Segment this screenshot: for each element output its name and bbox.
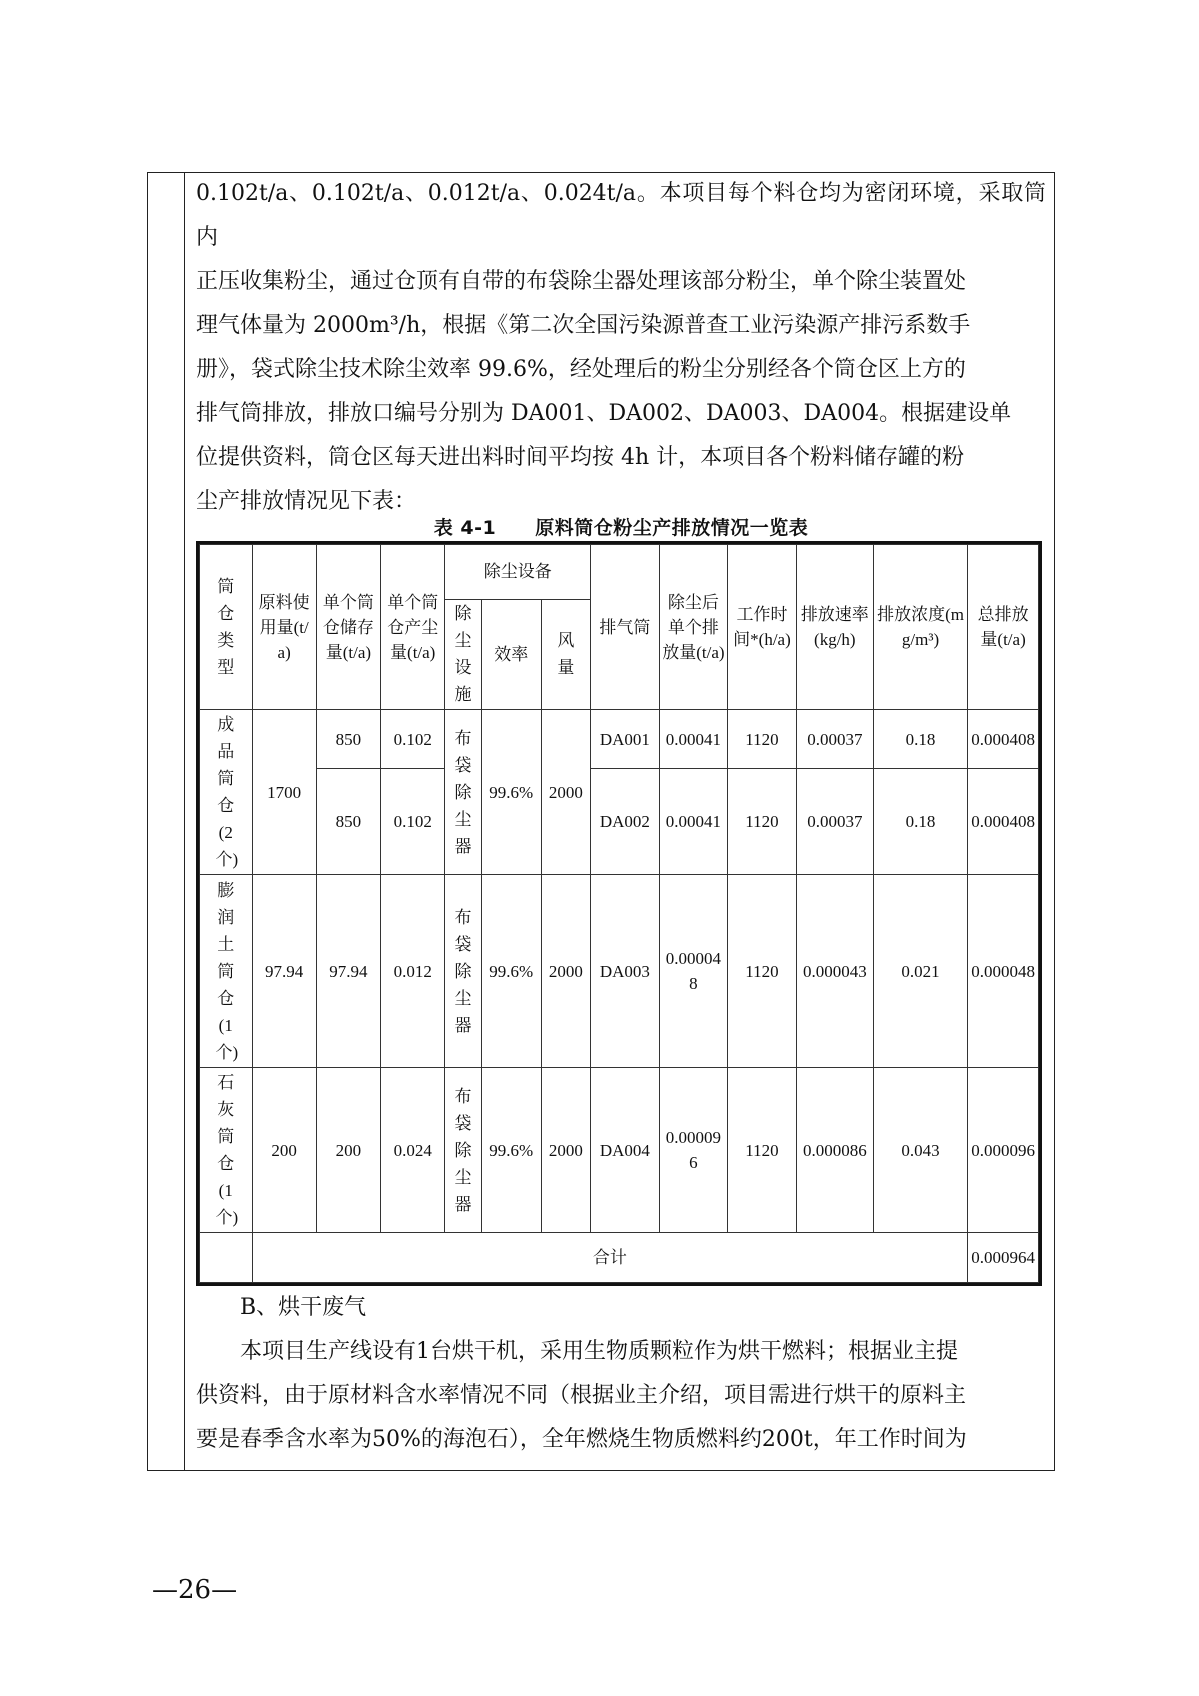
cell-emission-conc: 0.18 — [873, 710, 967, 769]
table-row — [200, 768, 1039, 875]
text-line: 正压收集粉尘，通过仓顶有自带的布袋除尘器处理该部分粉尘，单个除尘装置处 — [196, 269, 967, 294]
cell-empty — [200, 1233, 253, 1283]
cell-total-emission: 0.000096 — [968, 1068, 1039, 1233]
total-label: 合计 — [252, 1233, 968, 1283]
text-line: 本项目生产线设有1台烘干机，采用生物质颗粒作为烘干燃料；根据业主提 — [240, 1339, 958, 1364]
cell-dust: 0.102 — [381, 768, 445, 875]
cell-air-volume: 2000 — [541, 875, 590, 1068]
cell-emission-rate: 0.000086 — [796, 1068, 873, 1233]
header-air-volume: 风量 — [541, 599, 590, 709]
cell-emission-conc: 0.043 — [873, 1068, 967, 1233]
cell-silo-type: 石灰筒仓(1个) — [200, 1068, 253, 1233]
cell-emission-conc: 0.18 — [873, 768, 967, 875]
cell-emission-conc: 0.021 — [873, 875, 967, 1068]
text-line: 册》，袋式除尘技术除尘效率 99.6%，经处理后的粉尘分别经各个筒仓区上方的 — [196, 357, 966, 382]
cell-exhaust: DA004 — [591, 1068, 660, 1233]
cell-material-use: 97.94 — [252, 875, 316, 1068]
frame-divider — [184, 172, 185, 1471]
cell-storage: 850 — [316, 710, 380, 769]
cell-efficiency: 99.6% — [481, 875, 541, 1068]
text-line: 要是春季含水率为50%的海泡石），全年燃烧生物质燃料约200t，年工作时间为 — [196, 1427, 967, 1452]
cell-work-time: 1120 — [728, 768, 797, 875]
page-number: —26— — [152, 1575, 238, 1605]
text-line: 0.102t/a、0.102t/a、0.012t/a、0.024t/a。本项目每个料仓均为密闭环境，采取筒内 — [196, 181, 1046, 250]
cell-post-emission: 0.000048 — [659, 875, 728, 1068]
table-row — [200, 1068, 1039, 1233]
text-line: 尘产排放情况见下表： — [196, 489, 417, 514]
table-caption: 表 4-1 原料筒仓粉尘产排放情况一览表 — [433, 517, 809, 539]
total-value: 0.000964 — [968, 1233, 1039, 1283]
cell-total-emission: 0.000408 — [968, 710, 1039, 769]
cell-work-time: 1120 — [728, 1068, 797, 1233]
intro-paragraph — [196, 172, 1046, 524]
emission-table — [196, 541, 1042, 1286]
header-dust-facility: 除尘设施 — [445, 599, 481, 709]
cell-dust-facility: 布袋除尘器 — [445, 1068, 481, 1233]
drying-section — [196, 1286, 1046, 1462]
total-row — [200, 1233, 1039, 1283]
cell-post-emission: 0.000096 — [659, 1068, 728, 1233]
header-material-use: 原料使用量(t/a) — [252, 545, 316, 710]
header-exhaust: 排气筒 — [591, 545, 660, 710]
header-silo-type: 筒仓类型 — [200, 545, 253, 710]
cell-efficiency: 99.6% — [481, 1068, 541, 1233]
header-emission-rate: 排放速率(kg/h) — [796, 545, 873, 710]
header-emission-conc: 排放浓度(mg/m³) — [873, 545, 967, 710]
text-line: 理气体量为 2000m³/h，根据《第二次全国污染源普查工业污染源产排污系数手 — [196, 313, 971, 338]
cell-air-volume: 2000 — [541, 710, 590, 875]
cell-material-use: 1700 — [252, 710, 316, 875]
cell-exhaust: DA003 — [591, 875, 660, 1068]
cell-emission-rate: 0.000043 — [796, 875, 873, 1068]
cell-work-time: 1120 — [728, 875, 797, 1068]
cell-storage: 97.94 — [316, 875, 380, 1068]
cell-storage: 200 — [316, 1068, 380, 1233]
cell-exhaust: DA002 — [591, 768, 660, 875]
cell-storage: 850 — [316, 768, 380, 875]
cell-total-emission: 0.000408 — [968, 768, 1039, 875]
table-row — [200, 875, 1039, 1068]
text-line: 排气筒排放，排放口编号分别为 DA001、DA002、DA003、DA004。根据建设单 — [196, 401, 1012, 426]
text-line: 位提供资料，筒仓区每天进出料时间平均按 4h 计，本项目各个粉料储存罐的粉 — [196, 445, 965, 470]
header-work-time: 工作时间*(h/a) — [728, 545, 797, 710]
cell-emission-rate: 0.00037 — [796, 768, 873, 875]
cell-dust: 0.102 — [381, 710, 445, 769]
header-post-emission: 除尘后单个排放量(t/a) — [659, 545, 728, 710]
cell-emission-rate: 0.00037 — [796, 710, 873, 769]
cell-silo-type: 成品筒仓(2个) — [200, 710, 253, 875]
header-efficiency: 效率 — [481, 599, 541, 709]
cell-material-use: 200 — [252, 1068, 316, 1233]
header-total-emission: 总排放量(t/a) — [968, 545, 1039, 710]
header-single-dust: 单个筒仓产尘量(t/a) — [381, 545, 445, 710]
section-heading: B、烘干废气 — [240, 1295, 367, 1320]
cell-post-emission: 0.00041 — [659, 710, 728, 769]
cell-dust-facility: 布袋除尘器 — [445, 710, 481, 875]
header-single-storage: 单个筒仓储存量(t/a) — [316, 545, 380, 710]
text-line: 供资料，由于原材料含水率情况不同（根据业主介绍，项目需进行烘干的原料主 — [196, 1383, 967, 1408]
cell-dust: 0.024 — [381, 1068, 445, 1233]
cell-exhaust: DA001 — [591, 710, 660, 769]
cell-silo-type: 膨润土筒仓(1个) — [200, 875, 253, 1068]
cell-dust-facility: 布袋除尘器 — [445, 875, 481, 1068]
cell-total-emission: 0.000048 — [968, 875, 1039, 1068]
header-dust-equipment: 除尘设备 — [445, 545, 591, 600]
cell-post-emission: 0.00041 — [659, 768, 728, 875]
cell-efficiency: 99.6% — [481, 710, 541, 875]
table-row — [200, 710, 1039, 769]
cell-dust: 0.012 — [381, 875, 445, 1068]
cell-air-volume: 2000 — [541, 1068, 590, 1233]
cell-work-time: 1120 — [728, 710, 797, 769]
